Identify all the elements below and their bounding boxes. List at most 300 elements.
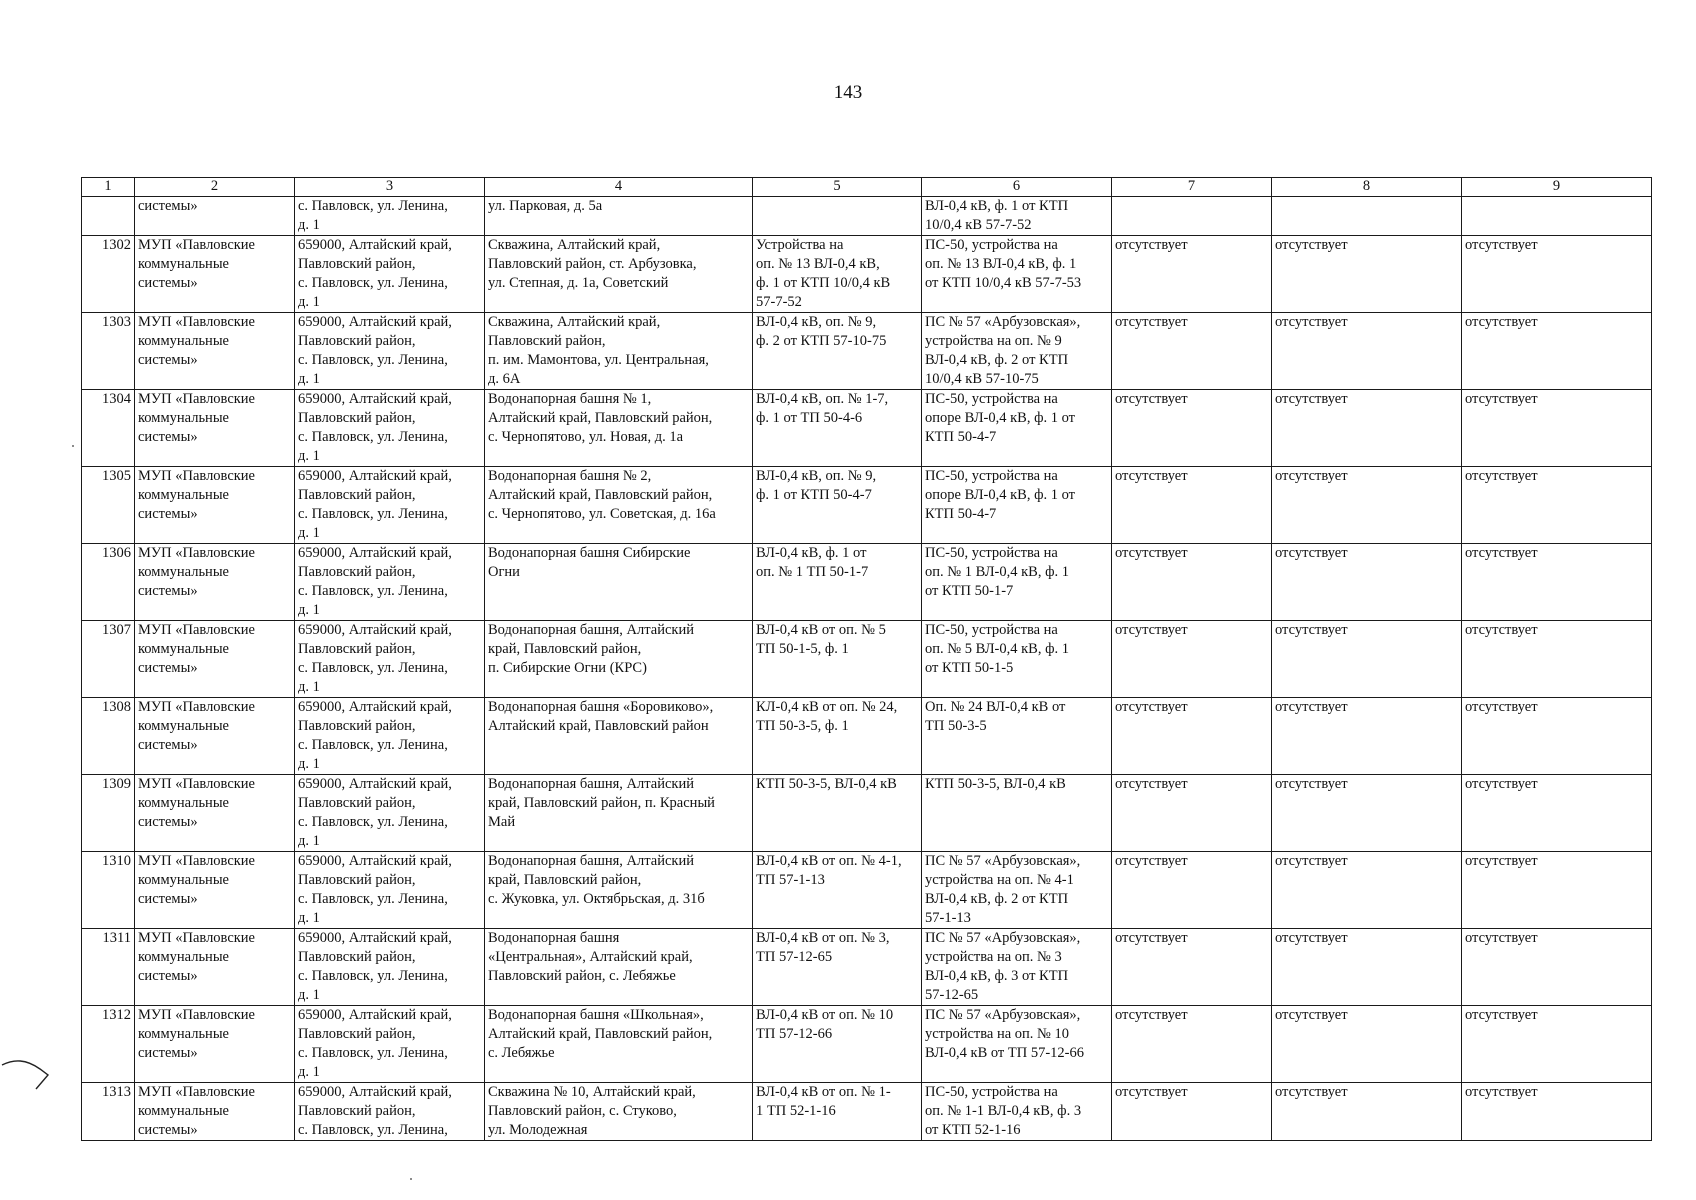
source-cell [922,1083,1112,1141]
address-cell-line: 659000, Алтайский край, [298,1007,452,1023]
source-cell-line: устройства на оп. № 4-1 [925,872,1074,888]
address-cell-line: с. Павловск, ул. Ленина, [298,198,448,214]
address-cell [295,929,485,1006]
address-cell-line: Павловский район, [298,410,416,426]
object-cell [485,698,753,775]
col8-cell [1272,852,1462,929]
source-cell [922,852,1112,929]
registry-table [81,177,1652,1141]
source-cell [922,313,1112,390]
owner-cell-line: коммунальные [138,718,229,734]
col9-cell-line: отсутствует [1465,545,1538,561]
address-cell-line: Павловский район, [298,564,416,580]
col8-cell [1272,390,1462,467]
row-number-cell-line: 1303 [102,314,131,330]
col9-cell [1462,313,1652,390]
col9-cell-line: отсутствует [1465,468,1538,484]
col8-cell-line: отсутствует [1275,1007,1348,1023]
owner-cell-line: коммунальные [138,872,229,888]
device-cell [753,544,922,621]
source-cell [922,1006,1112,1083]
address-cell-line: 659000, Алтайский край, [298,853,452,869]
owner-cell-line: коммунальные [138,1103,229,1119]
owner-cell [135,197,295,236]
owner-cell-line: системы» [138,737,198,753]
row-number-cell [82,197,135,236]
object-cell [485,775,753,852]
col9-cell [1462,390,1652,467]
address-cell-line: д. 1 [298,1064,320,1080]
owner-cell-line: коммунальные [138,410,229,426]
source-cell-line: от КТП 50-1-5 [925,660,1014,676]
col9-cell [1462,852,1652,929]
col7-cell-line: отсутствует [1115,545,1188,561]
owner-cell [135,1006,295,1083]
col9-cell [1462,621,1652,698]
row-number-cell [82,236,135,313]
owner-cell-line: системы» [138,1122,198,1138]
object-cell-line: Павловский район, [488,333,606,349]
source-cell-line: ВЛ-0,4 кВ, ф. 3 от КТП [925,968,1069,984]
address-cell-line: д. 1 [298,294,320,310]
col7-cell-line: отсутствует [1115,1007,1188,1023]
address-cell-line: 659000, Алтайский край, [298,699,452,715]
source-cell-line: 10/0,4 кВ 57-7-52 [925,217,1032,233]
object-cell-line: Павловский район, ст. Арбузовка, [488,256,697,272]
table-row [82,544,1652,621]
col8-cell [1272,621,1462,698]
source-cell-line: ВЛ-0,4 кВ от ТП 57-12-66 [925,1045,1085,1061]
device-cell [753,197,922,236]
address-cell [295,1006,485,1083]
address-cell-line: с. Павловск, ул. Ленина, [298,583,448,599]
object-cell-line: край, Павловский район, п. Красный [488,795,715,811]
col9-cell [1462,1006,1652,1083]
source-cell-line: оп. № 1-1 ВЛ-0,4 кВ, ф. 3 [925,1103,1082,1119]
source-cell-line: Оп. № 24 ВЛ-0,4 кВ от [925,699,1066,715]
object-cell [485,313,753,390]
col7-cell-line: отсутствует [1115,468,1188,484]
device-cell-line: ВЛ-0,4 кВ от оп. № 4-1, [756,853,902,869]
col9-cell-line: отсутствует [1465,622,1538,638]
row-number-cell [82,852,135,929]
col9-cell-line: отсутствует [1465,853,1538,869]
row-number-cell-line: 1311 [102,930,131,946]
col9-cell-line: отсутствует [1465,699,1538,715]
row-number-cell [82,621,135,698]
owner-cell [135,467,295,544]
owner-cell-line: коммунальные [138,487,229,503]
device-cell-line: ВЛ-0,4 кВ, оп. № 9, [756,314,877,330]
object-cell-line: д. 6А [488,371,521,387]
object-cell [485,621,753,698]
address-cell [295,852,485,929]
address-cell [295,544,485,621]
col7-cell [1112,544,1272,621]
col9-cell-line: отсутствует [1465,930,1538,946]
registry-body [82,197,1652,1141]
source-cell [922,698,1112,775]
row-number-cell [82,390,135,467]
device-cell [753,852,922,929]
row-number-cell [82,1083,135,1141]
source-cell-line: КТП 50-3-5, ВЛ-0,4 кВ [925,776,1066,792]
object-cell [485,544,753,621]
address-cell-line: с. Павловск, ул. Ленина, [298,660,448,676]
col8-cell-line: отсутствует [1275,776,1348,792]
device-cell-line: ТП 50-1-5, ф. 1 [756,641,849,657]
address-cell-line: с. Павловск, ул. Ленина, [298,506,448,522]
address-cell-line: д. 1 [298,987,320,1003]
col7-cell-line: отсутствует [1115,237,1188,253]
address-cell-line: Павловский район, [298,718,416,734]
col7-cell-line: отсутствует [1115,699,1188,715]
device-cell-line: ф. 1 от ТП 50-4-6 [756,410,863,426]
address-cell-line: д. 1 [298,833,320,849]
row-number-cell [82,313,135,390]
device-cell-line: ВЛ-0,4 кВ от оп. № 3, [756,930,890,946]
device-cell-line: ф. 1 от КТП 10/0,4 кВ [756,275,891,291]
table-row [82,775,1652,852]
source-cell-line: ВЛ-0,4 кВ, ф. 2 от КТП [925,891,1069,907]
owner-cell-line: МУП «Павловские [138,391,255,407]
object-cell-line: край, Павловский район, [488,872,642,888]
address-cell [295,1083,485,1141]
col9-cell-line: отсутствует [1465,776,1538,792]
owner-cell-line: коммунальные [138,1026,229,1042]
object-cell [485,852,753,929]
col9-cell-line: отсутствует [1465,391,1538,407]
table-row [82,467,1652,544]
col7-cell [1112,852,1272,929]
object-cell [485,929,753,1006]
address-cell-line: д. 1 [298,910,320,926]
object-cell-line: Водонапорная башня Сибирские [488,545,691,561]
address-cell-line: 659000, Алтайский край, [298,314,452,330]
address-cell-line: Павловский район, [298,1026,416,1042]
source-cell-line: 57-1-13 [925,910,971,926]
row-number-cell [82,544,135,621]
address-cell-line: Павловский район, [298,641,416,657]
owner-cell-line: системы» [138,275,198,291]
address-cell-line: 659000, Алтайский край, [298,776,452,792]
source-cell-line: 57-12-65 [925,987,979,1003]
owner-cell-line: системы» [138,429,198,445]
object-cell-line: Алтайский край, Павловский район, [488,1026,713,1042]
row-number-cell-line: 1307 [102,622,131,638]
source-cell-line: ПС № 57 «Арбузовская», [925,1007,1081,1023]
owner-cell-line: коммунальные [138,795,229,811]
col9-cell-line: отсутствует [1465,314,1538,330]
col8-cell-line: отсутствует [1275,468,1348,484]
col7-cell-line: отсутствует [1115,391,1188,407]
object-cell-line: «Центральная», Алтайский край, [488,949,693,965]
device-cell [753,698,922,775]
object-cell-line: Павловский район, с. Стуково, [488,1103,677,1119]
address-cell-line: 659000, Алтайский край, [298,237,452,253]
owner-cell-line: МУП «Павловские [138,776,255,792]
owner-cell-line: коммунальные [138,949,229,965]
table-row [82,1006,1652,1083]
object-cell-line: с. Жуковка, ул. Октябрьская, д. 31б [488,891,705,907]
object-cell-line: ул. Молодежная [488,1122,588,1138]
object-cell-line: Водонапорная башня [488,930,620,946]
source-cell-line: оп. № 13 ВЛ-0,4 кВ, ф. 1 [925,256,1077,272]
col8-cell [1272,1083,1462,1141]
source-cell [922,390,1112,467]
source-cell-line: ПС-50, устройства на [925,391,1058,407]
device-cell [753,390,922,467]
device-cell [753,775,922,852]
device-cell [753,1006,922,1083]
address-cell-line: д. 1 [298,217,320,233]
source-cell-line: ПС-50, устройства на [925,622,1058,638]
address-cell-line: с. Павловск, ул. Ленина, [298,275,448,291]
source-cell [922,467,1112,544]
row-number-cell [82,467,135,544]
owner-cell-line: коммунальные [138,333,229,349]
col7-cell-line: отсутствует [1115,930,1188,946]
source-cell-line: КТП 50-4-7 [925,506,997,522]
address-cell [295,621,485,698]
col9-cell [1462,467,1652,544]
col9-cell [1462,197,1652,236]
row-number-cell-line: 1304 [102,391,131,407]
source-cell-line: ПС № 57 «Арбузовская», [925,853,1081,869]
device-cell-line: ВЛ-0,4 кВ, оп. № 9, [756,468,877,484]
col9-cell-line: отсутствует [1465,1007,1538,1023]
table-row [82,313,1652,390]
source-cell-line: ПС № 57 «Арбузовская», [925,930,1081,946]
object-cell-line: ул. Степная, д. 1а, Советский [488,275,669,291]
address-cell-line: Павловский район, [298,949,416,965]
scan-speck [72,445,74,447]
col8-cell-line: отсутствует [1275,1084,1348,1100]
column-header: 1 [82,178,135,197]
col8-cell-line: отсутствует [1275,622,1348,638]
col7-cell [1112,236,1272,313]
owner-cell-line: системы» [138,1045,198,1061]
row-number-cell-line: 1306 [102,545,131,561]
col8-cell [1272,313,1462,390]
address-cell [295,313,485,390]
address-cell [295,775,485,852]
device-cell-line: ВЛ-0,4 кВ от оп. № 5 [756,622,886,638]
source-cell-line: 10/0,4 кВ 57-10-75 [925,371,1039,387]
device-cell-line: КТП 50-3-5, ВЛ-0,4 кВ [756,776,897,792]
object-cell-line: с. Чернопятово, ул. Советская, д. 16а [488,506,716,522]
col9-cell [1462,236,1652,313]
source-cell-line: ТП 50-3-5 [925,718,987,734]
object-cell-line: Водонапорная башня, Алтайский [488,622,694,638]
source-cell-line: ПС-50, устройства на [925,1084,1058,1100]
col9-cell [1462,544,1652,621]
row-number-cell-line: 1310 [102,853,131,869]
col7-cell-line: отсутствует [1115,314,1188,330]
owner-cell-line: МУП «Павловские [138,237,255,253]
column-header: 7 [1112,178,1272,197]
col9-cell-line: отсутствует [1465,237,1538,253]
object-cell-line: Скважина, Алтайский край, [488,237,661,253]
object-cell-line: край, Павловский район, [488,641,642,657]
address-cell-line: д. 1 [298,448,320,464]
address-cell-line: с. Павловск, ул. Ленина, [298,1045,448,1061]
row-number-cell-line: 1302 [102,237,131,253]
row-number-cell [82,698,135,775]
owner-cell [135,390,295,467]
device-cell [753,313,922,390]
object-cell-line: ул. Парковая, д. 5а [488,198,603,214]
source-cell-line: устройства на оп. № 9 [925,333,1062,349]
row-number-cell-line: 1308 [102,699,131,715]
column-header: 3 [295,178,485,197]
col9-cell [1462,929,1652,1006]
col9-cell [1462,775,1652,852]
device-cell [753,467,922,544]
device-cell-line: оп. № 13 ВЛ-0,4 кВ, [756,256,880,272]
column-header: 2 [135,178,295,197]
owner-cell-line: МУП «Павловские [138,622,255,638]
source-cell [922,929,1112,1006]
col7-cell [1112,775,1272,852]
owner-cell-line: системы» [138,891,198,907]
address-cell-line: д. 1 [298,756,320,772]
table-row [82,390,1652,467]
owner-cell [135,929,295,1006]
device-cell-line: ф. 2 от КТП 57-10-75 [756,333,887,349]
col8-cell-line: отсутствует [1275,930,1348,946]
object-cell-line: Скважина № 10, Алтайский край, [488,1084,696,1100]
object-cell-line: Алтайский край, Павловский район, [488,410,713,426]
source-cell-line: оп. № 1 ВЛ-0,4 кВ, ф. 1 [925,564,1069,580]
address-cell-line: д. 1 [298,371,320,387]
device-cell-line: ВЛ-0,4 кВ от оп. № 1- [756,1084,891,1100]
table-row [82,236,1652,313]
address-cell-line: Павловский район, [298,333,416,349]
object-cell-line: Водонапорная башня, Алтайский [488,776,694,792]
col8-cell-line: отсутствует [1275,853,1348,869]
address-cell-line: с. Павловск, ул. Ленина, [298,968,448,984]
owner-cell-line: МУП «Павловские [138,853,255,869]
col7-cell [1112,390,1272,467]
object-cell [485,1083,753,1141]
col9-cell-line: отсутствует [1465,1084,1538,1100]
object-cell-line: Водонапорная башня № 2, [488,468,652,484]
col8-cell-line: отсутствует [1275,545,1348,561]
object-cell [485,467,753,544]
source-cell-line: от КТП 52-1-16 [925,1122,1021,1138]
address-cell-line: Павловский район, [298,1103,416,1119]
device-cell-line: ВЛ-0,4 кВ, оп. № 1-7, [756,391,889,407]
source-cell-line: от КТП 10/0,4 кВ 57-7-53 [925,275,1082,291]
address-cell-line: д. 1 [298,525,320,541]
col8-cell [1272,197,1462,236]
address-cell-line: с. Павловск, ул. Ленина, [298,1122,448,1138]
device-cell-line: ТП 57-12-66 [756,1026,833,1042]
column-header: 5 [753,178,922,197]
address-cell [295,467,485,544]
address-cell-line: д. 1 [298,679,320,695]
col7-cell [1112,1083,1272,1141]
address-cell-line: с. Павловск, ул. Ленина, [298,737,448,753]
owner-cell-line: МУП «Павловские [138,468,255,484]
device-cell [753,236,922,313]
device-cell-line: 57-7-52 [756,294,802,310]
owner-cell [135,544,295,621]
source-cell-line: от КТП 50-1-7 [925,583,1014,599]
device-cell [753,1083,922,1141]
column-header: 6 [922,178,1112,197]
address-cell-line: 659000, Алтайский край, [298,391,452,407]
owner-cell-line: коммунальные [138,564,229,580]
owner-cell-line: коммунальные [138,256,229,272]
source-cell-line: устройства на оп. № 10 [925,1026,1069,1042]
object-cell [485,1006,753,1083]
address-cell-line: 659000, Алтайский край, [298,545,452,561]
object-cell-line: п. Сибирские Огни (КРС) [488,660,647,676]
address-cell [295,390,485,467]
table-row [82,1083,1652,1141]
source-cell-line: опоре ВЛ-0,4 кВ, ф. 1 от [925,487,1075,503]
address-cell-line: 659000, Алтайский край, [298,1084,452,1100]
owner-cell-line: МУП «Павловские [138,930,255,946]
col7-cell [1112,929,1272,1006]
object-cell [485,197,753,236]
address-cell-line: 659000, Алтайский край, [298,930,452,946]
source-cell-line: опоре ВЛ-0,4 кВ, ф. 1 от [925,410,1075,426]
owner-cell-line: системы» [138,198,198,214]
object-cell-line: Павловский район, с. Лебяжье [488,968,676,984]
scan-speck [410,1178,412,1180]
col7-cell [1112,698,1272,775]
device-cell [753,621,922,698]
row-number-cell [82,1006,135,1083]
object-cell [485,236,753,313]
device-cell-line: ВЛ-0,4 кВ от оп. № 10 [756,1007,894,1023]
source-cell-line: оп. № 5 ВЛ-0,4 кВ, ф. 1 [925,641,1069,657]
owner-cell [135,775,295,852]
device-cell-line: ВЛ-0,4 кВ, ф. 1 от [756,545,867,561]
table-row [82,852,1652,929]
col8-cell [1272,236,1462,313]
col7-cell [1112,1006,1272,1083]
owner-cell [135,852,295,929]
col8-cell [1272,467,1462,544]
address-cell-line: с. Павловск, ул. Ленина, [298,352,448,368]
source-cell-line: ПС-50, устройства на [925,468,1058,484]
address-cell-line: 659000, Алтайский край, [298,622,452,638]
row-number-cell-line: 1313 [102,1084,131,1100]
address-cell-line: Павловский район, [298,795,416,811]
col7-cell-line: отсутствует [1115,622,1188,638]
owner-cell-line: системы» [138,506,198,522]
device-cell-line: ф. 1 от КТП 50-4-7 [756,487,872,503]
source-cell [922,621,1112,698]
address-cell [295,698,485,775]
row-number-cell [82,775,135,852]
column-header: 4 [485,178,753,197]
owner-cell [135,621,295,698]
source-cell-line: КТП 50-4-7 [925,429,997,445]
source-cell [922,197,1112,236]
address-cell-line: с. Павловск, ул. Ленина, [298,429,448,445]
device-cell-line: КЛ-0,4 кВ от оп. № 24, [756,699,898,715]
object-cell-line: Водонапорная башня № 1, [488,391,652,407]
owner-cell-line: системы» [138,352,198,368]
table-row [82,929,1652,1006]
table-row-continuation [82,197,1652,236]
address-cell [295,197,485,236]
